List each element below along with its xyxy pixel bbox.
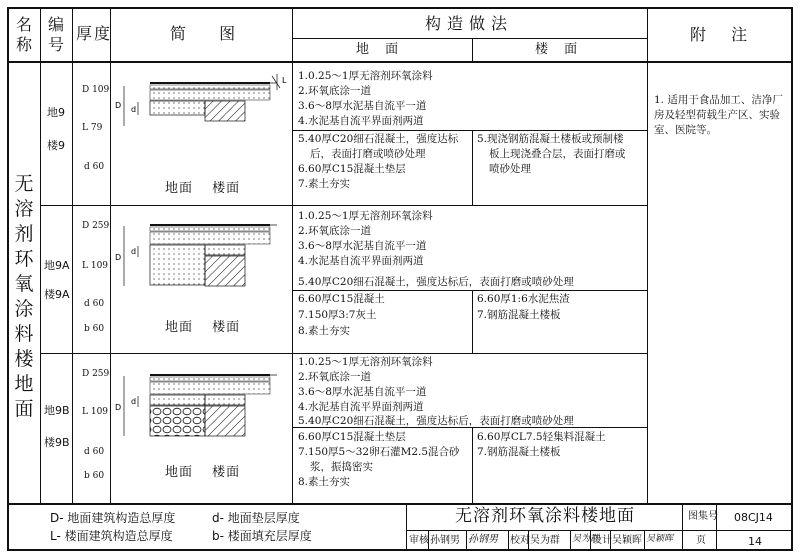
col-construction-header: 构造做法: [425, 14, 514, 33]
step: 1.0.25～1厚无溶剂环氧涂料: [298, 70, 433, 82]
legend-b: b- 楼面填充层厚度: [212, 529, 312, 543]
checker-signature: 吴为群: [572, 534, 600, 544]
step: 6.60厚CL7.5轻集料混凝土: [477, 431, 606, 443]
col-code-header: 编号: [47, 15, 66, 54]
review-label: 审核: [409, 535, 429, 546]
thickness-L: L 109: [82, 261, 109, 271]
step: 2.环氧底涂一道: [298, 371, 372, 383]
thickness-b: b 60: [84, 324, 105, 334]
category-name: 无溶剂环氧涂料楼地面: [14, 173, 34, 420]
step: 6.60厚1:6水泥焦渣: [477, 293, 570, 305]
step: 5.40厚C20细石混凝土，强度达标: [298, 133, 459, 145]
row-code-slab: 楼9B: [44, 436, 70, 449]
thickness-L: L 109: [82, 407, 109, 417]
thickness-d: d 60: [84, 162, 105, 172]
step: 5.40厚C20细石混凝土，强度达标后，表面打磨或喷砂处理: [298, 415, 574, 427]
step: 浆，振捣密实: [310, 461, 373, 473]
atlas-label: 图集号: [688, 511, 718, 522]
row-code-slab: 楼9A: [44, 288, 70, 301]
step: 8.素土夯实: [298, 325, 351, 337]
legend-D: D- 地面建筑构造总厚度: [50, 511, 176, 525]
step: 6.60厚C15混凝土垫层: [298, 163, 406, 175]
dim-D: D: [115, 101, 122, 110]
note-text: 1. 适用于食品加工、洁净厂房及轻型荷载生产区、实验室、医院等。: [654, 94, 783, 136]
col-notes-header: 附 注: [690, 25, 758, 44]
step: 喷砂处理: [489, 163, 531, 175]
col-diagram-header: 简 图: [170, 24, 250, 43]
design-label: 设计: [592, 535, 612, 546]
row-code-slab: 楼9: [47, 139, 65, 152]
step: 1.0.25～1厚无溶剂环氧涂料: [298, 210, 433, 222]
step: 7.钢筋混凝土楼板: [477, 446, 561, 458]
step: 2.环氧底涂一道: [298, 85, 372, 97]
page-number: 14: [748, 535, 762, 548]
thickness-d: d 60: [84, 299, 105, 309]
legend-L: L- 楼面建筑构造总厚度: [50, 529, 173, 543]
dim-L: L: [282, 76, 287, 85]
step: 7.150厚5～32卵石灌M2.5混合砂: [298, 446, 460, 458]
thickness-b: b 60: [84, 471, 105, 481]
thickness-D: D 109: [82, 85, 110, 95]
row-code-floor: 地9: [47, 106, 65, 119]
step: 4.水泥基自流平界面剂两道: [298, 255, 424, 267]
dim-d: d: [131, 397, 137, 406]
step: 3.6～8厚水泥基自流平一道: [298, 100, 427, 112]
diagram-caption: 地面 楼面: [165, 181, 241, 196]
step: 6.60厚C15混凝土垫层: [298, 431, 406, 443]
step: 7.150厚3:7灰土: [298, 309, 377, 321]
section-diagram-3: [112, 362, 290, 462]
dim-D: D: [115, 403, 122, 412]
reviewer-name: 孙钢男: [430, 535, 460, 546]
step: 7.素土夯实: [298, 178, 351, 190]
col-thickness-header: 厚度: [76, 24, 113, 43]
step: 4.水泥基自流平界面剂两道: [298, 115, 424, 127]
step: 1.0.25～1厚无溶剂环氧涂料: [298, 356, 433, 368]
drawing-title: 无溶剂环氧涂料楼地面: [455, 506, 635, 526]
dim-D: D: [115, 253, 122, 262]
designer-signature: 吴颖晖: [646, 534, 674, 544]
dim-d: d: [131, 247, 137, 256]
thickness-d: d 60: [84, 447, 105, 457]
step: 2.环氧底涂一道: [298, 225, 372, 237]
step: 后，表面打磨或喷砂处理: [310, 148, 426, 160]
page-label: 页: [696, 535, 706, 546]
row-code-floor: 地9B: [44, 404, 70, 417]
atlas-number: 08CJ14: [734, 511, 773, 524]
thickness-D: D 259: [82, 369, 110, 379]
diagram-caption: 地面 楼面: [165, 465, 241, 480]
section-diagram-2: [112, 212, 290, 312]
step: 4.水泥基自流平界面剂两道: [298, 401, 424, 413]
step: 6.60厚C15混凝土: [298, 293, 385, 305]
diagram-caption: 地面 楼面: [165, 320, 241, 335]
thickness-L: L 79: [82, 123, 103, 133]
thickness-D: D 259: [82, 221, 110, 231]
step: 板上现浇叠合层，表面打磨或: [489, 148, 626, 160]
col-name-header: 名称: [15, 15, 34, 54]
col-slab-header: 楼 面: [535, 42, 584, 57]
step: 7.钢筋混凝土楼板: [477, 309, 561, 321]
step: 3.6～8厚水泥基自流平一道: [298, 386, 427, 398]
reviewer-signature: 孙钢男: [468, 534, 498, 545]
row-code-floor: 地9A: [44, 259, 70, 272]
check-label: 校对: [510, 535, 530, 546]
designer-name: 吴颖晖: [612, 535, 642, 546]
step: 3.6～8厚水泥基自流平一道: [298, 240, 427, 252]
checker-name: 吴为群: [530, 535, 560, 546]
legend-d: d- 地面垫层厚度: [212, 511, 300, 525]
dim-d: d: [131, 105, 137, 114]
section-diagram-1: [112, 66, 290, 166]
col-floor-header: 地 面: [356, 42, 405, 57]
step: 5.40厚C20细石混凝土，强度达标后，表面打磨或喷砂处理: [298, 276, 574, 288]
step: 5.现浇钢筋混凝土楼板或预制楼: [477, 133, 624, 145]
step: 8.素土夯实: [298, 476, 351, 488]
